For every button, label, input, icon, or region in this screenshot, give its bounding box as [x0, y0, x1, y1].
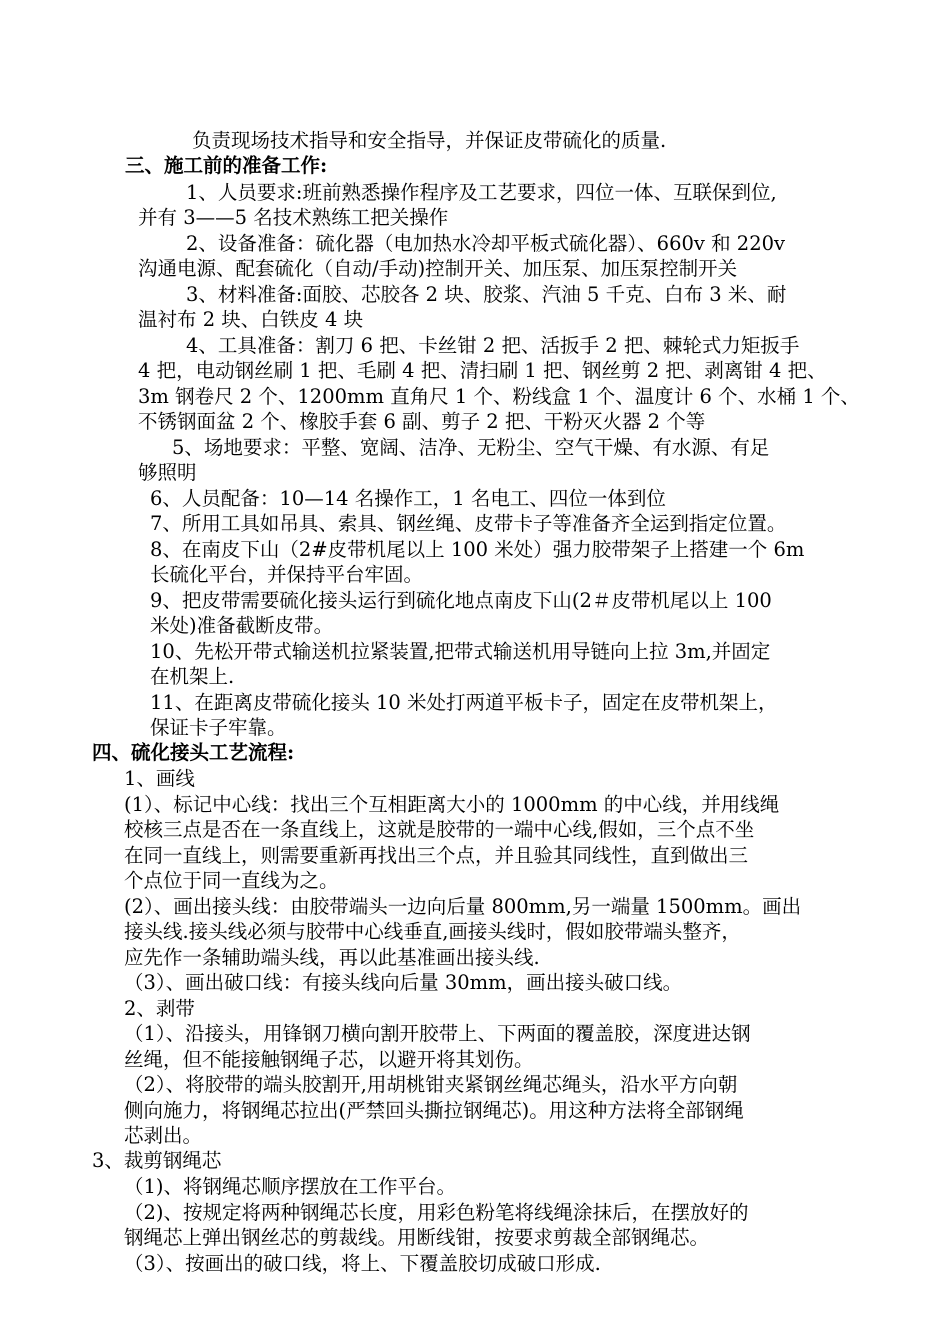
text-line: 10、先松开带式输送机拉紧装置,把带式输送机用导链向上拉 3m,并固定	[150, 640, 771, 663]
text-line: 接头线.接头线必须与胶带中心线垂直,画接头线时，假如胶带端头整齐，	[124, 920, 741, 943]
text-line: 7、所用工具如吊具、索具、钢丝绳、皮带卡子等准备齐全运到指定位置。	[150, 512, 787, 535]
text-line: 2、剥带	[124, 997, 195, 1020]
text-line: 4 把，电动钢丝刷 1 把、毛刷 4 把、清扫刷 1 把、钢丝剪 2 把、剥离钳 4 把、	[138, 359, 827, 382]
text-line: (2）、画出接头线：由胶带端头一边向后量 800mm,另一端量 1500mm。画出	[124, 895, 802, 918]
text-line: （3）、按画出的破口线，将上、下覆盖胶切成破口形成.	[124, 1252, 601, 1275]
text-line: (1）、标记中心线：找出三个互相距离大小的 1000mm 的中心线，并用线绳	[124, 793, 780, 816]
text-line: 3、裁剪钢绳芯	[92, 1149, 222, 1172]
text-line: 6、人员配备：10—14 名操作工，1 名电工、四位一体到位	[150, 487, 666, 510]
text-line: 温衬布 2 块、白铁皮 4 块	[138, 308, 364, 331]
text-line: 够照明	[138, 461, 197, 484]
text-line: 校核三点是否在一条直线上，这就是胶带的一端中心线,假如，三个点不坐	[124, 818, 755, 841]
text-line: 沟通电源、配套硫化（自动/手动)控制开关、加压泵、加压泵控制开关	[138, 257, 738, 280]
text-line: 9、把皮带需要硫化接头运行到硫化地点南皮下山(2＃皮带机尾以上 100	[150, 589, 772, 612]
text-line: 3m 钢卷尺 2 个、1200mm 直角尺 1 个、粉线盒 1 个、温度计 6 个、水桶 1 个、	[138, 385, 860, 408]
text-line: 个点位于同一直线为之。	[124, 869, 339, 892]
text-line: 米处)准备截断皮带。	[150, 614, 334, 637]
text-line: 并有 3——5 名技术熟练工把关操作	[138, 206, 449, 229]
text-line: 5、场地要求：平整、宽阔、洁净、无粉尘、空气干燥、有水源、有足	[172, 436, 770, 459]
text-line: 在同一直线上，则需要重新再找出三个点，并且验其同线性，直到做出三	[124, 844, 749, 867]
text-line: （1)、将钢绳芯顺序摆放在工作平台。	[124, 1175, 457, 1198]
text-line: 在机架上.	[150, 665, 235, 688]
text-line: 长硫化平台，并保持平台牢固。	[150, 563, 424, 586]
text-line: 应先作一条辅助端头线，再以此基准画出接头线.	[124, 946, 540, 969]
section-heading: 四、硫化接头工艺流程:	[92, 741, 295, 764]
text-line: 侧向施力，将钢绳芯拉出(严禁回头撕拉钢绳芯)。用这种方法将全部钢绳	[124, 1099, 744, 1122]
text-line: 丝绳，但不能接触钢绳子芯，以避开将其划伤。	[124, 1048, 534, 1071]
text-line: 钢绳芯上弹出钢丝芯的剪裁线。用断线钳，按要求剪裁全部钢绳芯。	[124, 1226, 710, 1249]
text-line: 2、设备准备：硫化器（电加热水冷却平板式硫化器）、660v 和 220v	[186, 232, 786, 255]
text-line: 11、在距离皮带硫化接头 10 米处打两道平板卡子，固定在皮带机架上，	[150, 691, 778, 714]
text-line: 不锈钢面盆 2 个、橡胶手套 6 副、剪子 2 把、干粉灭火器 2 个等	[138, 410, 706, 433]
text-line: （3）、画出破口线：有接头线向后量 30mm，画出接头破口线。	[124, 971, 683, 994]
text-line: 8、在南皮下山（2#皮带机尾以上 100 米处）强力胶带架子上搭建一个 6m	[150, 538, 805, 561]
text-line: 1、画线	[124, 767, 195, 790]
text-line: （2）、将胶带的端头胶割开,用胡桃钳夹紧钢丝绳芯绳头，沿水平方向朝	[124, 1073, 738, 1096]
text-line: 芯剥出。	[124, 1124, 203, 1147]
section-heading: 三、施工前的准备工作:	[125, 154, 328, 177]
text-line: （2)、按规定将两种钢绳芯长度，用彩色粉笔将线绳涂抹后，在摆放好的	[124, 1201, 749, 1224]
text-line: 保证卡子牢靠。	[150, 716, 287, 739]
text-line: 4、工具准备：割刀 6 把、卡丝钳 2 把、活扳手 2 把、棘轮式力矩扳手	[186, 334, 800, 357]
text-line: 负责现场技术指导和安全指导，并保证皮带硫化的质量.	[192, 129, 667, 152]
text-line: （1）、沿接头，用锋钢刀横向割开胶带上、下两面的覆盖胶，深度进达钢	[124, 1022, 751, 1045]
text-line: 1、人员要求:班前熟悉操作程序及工艺要求，四位一体、互联保到位,	[186, 181, 777, 204]
text-line: 3、材料准备:面胶、芯胶各 2 块、胶浆、汽油 5 千克、白布 3 米、耐	[186, 283, 787, 306]
